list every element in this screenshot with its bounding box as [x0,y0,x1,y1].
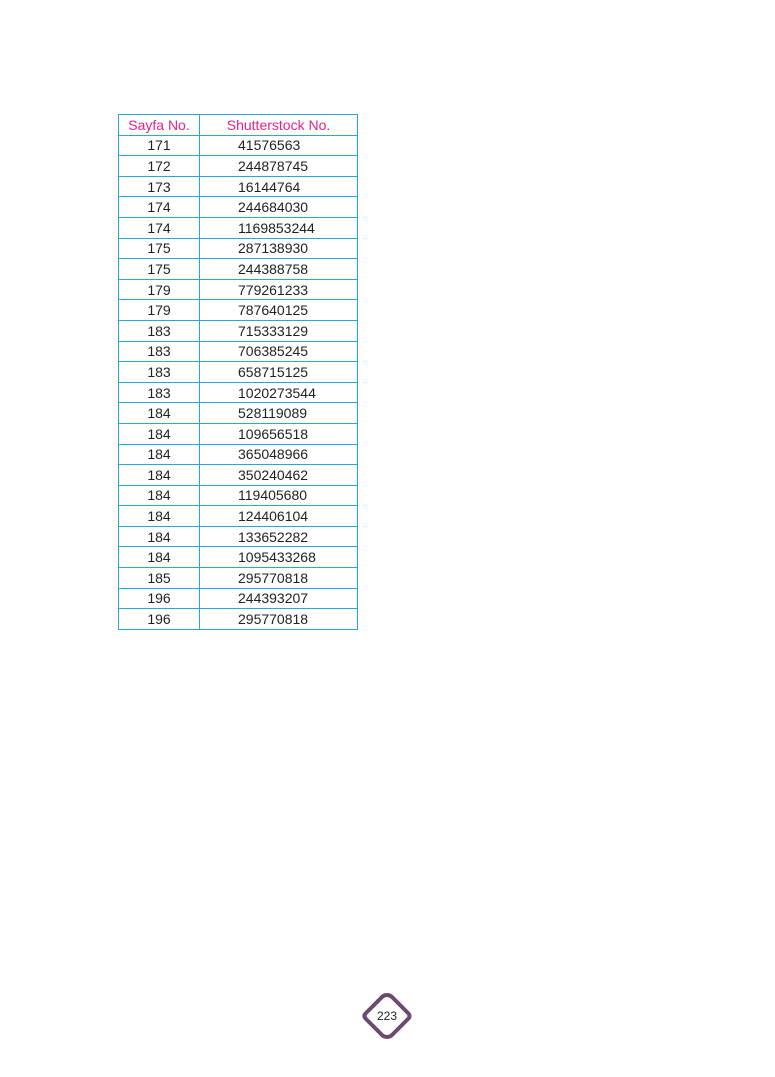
page-number-cell: 185 [119,568,200,589]
shutterstock-number-cell: 715333129 [200,320,358,341]
page-number-cell: 171 [119,135,200,156]
table-row [119,300,358,321]
shutterstock-number-cell: 658715125 [200,362,358,383]
table-row [119,444,358,465]
page-number-cell: 175 [119,259,200,280]
table-body [119,135,358,629]
table-row [119,465,358,486]
table-row [119,320,358,341]
shutterstock-number-cell: 1095433268 [200,547,358,568]
page-number-cell: 174 [119,217,200,238]
page-number-cell: 174 [119,197,200,218]
table-row [119,176,358,197]
shutterstock-number-cell: 287138930 [200,238,358,259]
page-number-badge [361,992,413,1040]
table-row [119,485,358,506]
page-number-cell: 179 [119,300,200,321]
table-row [119,547,358,568]
page-number-cell: 184 [119,485,200,506]
shutterstock-number-cell: 41576563 [200,135,358,156]
table-row [119,506,358,527]
table-row [119,423,358,444]
shutterstock-number-cell: 365048966 [200,444,358,465]
page-number-cell: 184 [119,506,200,527]
table-row [119,568,358,589]
shutterstock-number-cell: 16144764 [200,176,358,197]
shutterstock-number-cell: 295770818 [200,568,358,589]
page-number-cell: 173 [119,176,200,197]
table-row [119,259,358,280]
page-number-cell: 184 [119,423,200,444]
page-number-cell: 179 [119,279,200,300]
table-row [119,279,358,300]
shutterstock-number-cell: 124406104 [200,506,358,527]
page-number-cell: 183 [119,382,200,403]
page-number-cell: 196 [119,588,200,609]
table-row [119,526,358,547]
table-row [119,362,358,383]
table-row [119,588,358,609]
table-header-row [119,115,358,136]
page-number-cell: 175 [119,238,200,259]
table-row [119,609,358,630]
shutterstock-number-cell: 350240462 [200,465,358,486]
shutterstock-number-cell: 244878745 [200,156,358,177]
table-row [119,382,358,403]
header-page-number: Sayfa No. [119,115,200,136]
page-number-cell: 183 [119,362,200,383]
shutterstock-number-cell: 244388758 [200,259,358,280]
page-number-cell: 196 [119,609,200,630]
table-row [119,403,358,424]
shutterstock-number-cell: 1020273544 [200,382,358,403]
shutterstock-number-cell: 1169853244 [200,217,358,238]
shutterstock-number-cell: 109656518 [200,423,358,444]
shutterstock-number-cell: 244684030 [200,197,358,218]
page-number: 223 [376,1009,398,1023]
page-number-cell: 172 [119,156,200,177]
page-number-cell: 184 [119,547,200,568]
header-shutterstock-number: Shutterstock No. [200,115,358,136]
shutterstock-number-cell: 779261233 [200,279,358,300]
table-row [119,156,358,177]
shutterstock-number-cell: 787640125 [200,300,358,321]
table-row [119,341,358,362]
shutterstock-number-cell: 528119089 [200,403,358,424]
page-number-cell: 184 [119,444,200,465]
page-number-cell: 183 [119,341,200,362]
shutterstock-number-cell: 119405680 [200,485,358,506]
table-row [119,135,358,156]
image-credits-table [118,114,358,630]
page-number-cell: 184 [119,403,200,424]
page-number-cell: 184 [119,526,200,547]
page-number-cell: 183 [119,320,200,341]
table-row [119,217,358,238]
table-row [119,238,358,259]
shutterstock-number-cell: 244393207 [200,588,358,609]
shutterstock-number-cell: 133652282 [200,526,358,547]
shutterstock-number-cell: 295770818 [200,609,358,630]
shutterstock-number-cell: 706385245 [200,341,358,362]
page-number-cell: 184 [119,465,200,486]
table-row [119,197,358,218]
